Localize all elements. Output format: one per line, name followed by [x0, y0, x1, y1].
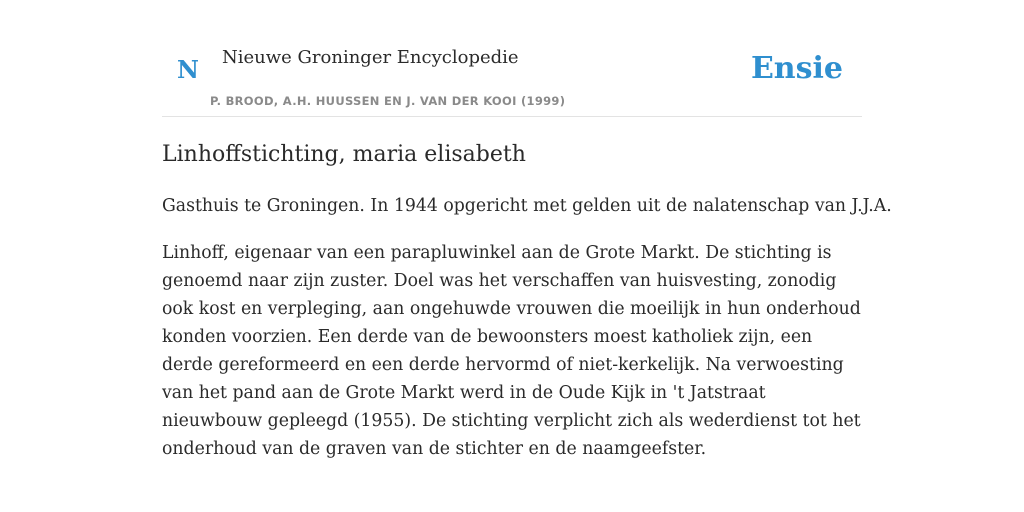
encyclopedia-logo[interactable]: N [177, 55, 199, 84]
encyclopedia-header [162, 0, 862, 117]
encyclopedia-authors: P. BROOD, A.H. HUUSSEN EN J. VAN DER KOOI (1999) [210, 94, 566, 108]
entry-paragraph: Linhoff, eigenaar van een parapluwinkel aan de Grote Markt. De stichting is genoemd naar zijn zuster. Doel was het verschaffen van huisvesting, zonodig ook kost en verpleging, aan ongehuwde vrouwen die moeilijk in hun onderhoud konden voorzien. Een derde van de bewoonsters moest katholiek zijn, een derde gereformeerd en een derde hervormd of niet-kerkelijk. Na verwoesting van het pand aan de Grote Markt werd in de Oude Kijk in 't Jatstraat nieuwbouw gepleegd (1955). De stichting verplicht zich als wederdienst tot het onderhoud van de graven van de stichter en de naamgeefster. [162, 243, 861, 459]
entry-title: Linhoffstichting, maria elisabeth [162, 142, 526, 167]
entry-card [162, 0, 892, 512]
encyclopedia-title[interactable]: Nieuwe Groninger Encyclopedie [222, 47, 519, 68]
entry-paragraph: Gasthuis te Groningen. In 1944 opgericht met gelden uit de nalatenschap van J.J.A. [162, 196, 892, 216]
ensie-logo-link[interactable]: Ensie [750, 51, 843, 86]
